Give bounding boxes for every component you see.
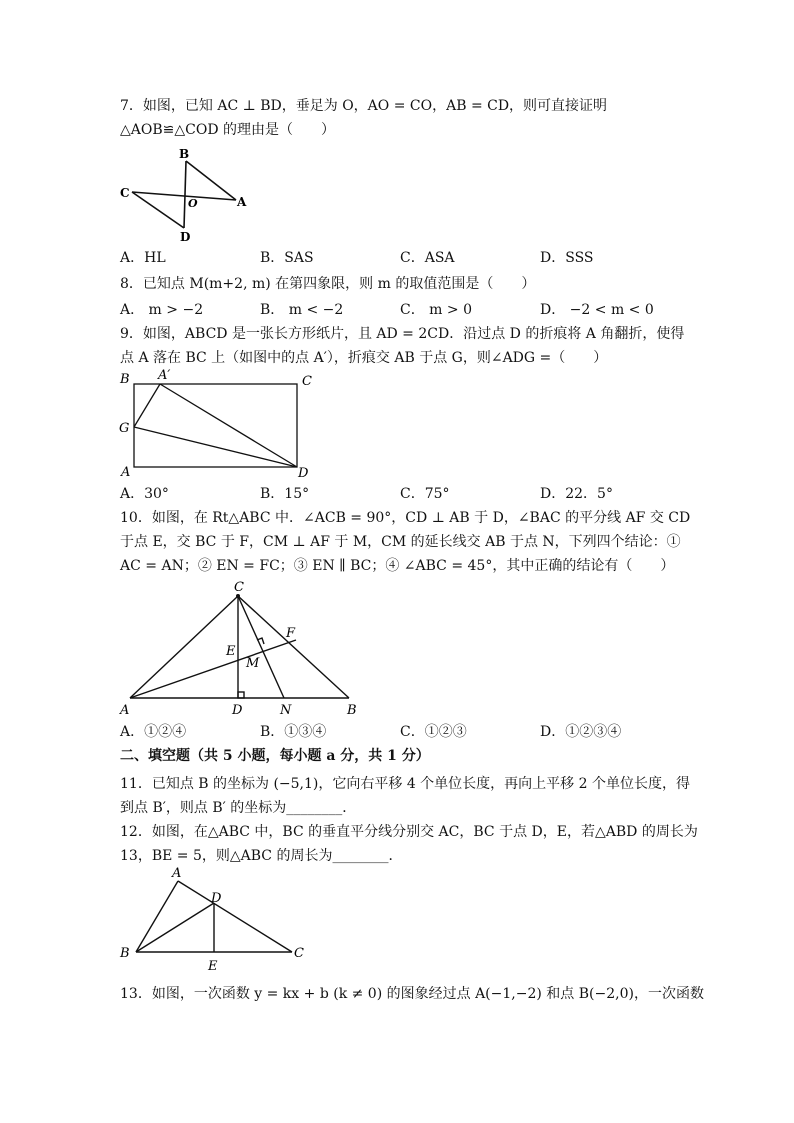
q9-line-1: 9．如图，ABCD 是一张长方形纸片，且 AD = 2CD．沿过点 D 的折痕将 A 角翻折，使得 xyxy=(120,326,685,342)
q10-option-c: C．①②③ xyxy=(400,724,467,740)
q9-option-d: D．22．5° xyxy=(540,486,613,502)
q9-figure xyxy=(116,364,326,484)
q8-line-1: 8．已知点 M(m+2, m) 在第四象限，则 m 的取值范围是（ ） xyxy=(120,276,536,292)
q8-option-d: D． −2 < m < 0 xyxy=(540,302,654,318)
q7-figure xyxy=(118,144,248,244)
q7-segment-ca xyxy=(132,192,236,200)
q12-label-e: E xyxy=(208,959,218,974)
q9-line-2: 点 A 落在 BC 上（如图中的点 A′），折痕交 AB 于点 G，则∠ADG =（ ） xyxy=(120,350,608,366)
q7-line-1: 7．如图，已知 AC ⊥ BD，垂足为 O，AO = CO，AB = CD，则可直接证明 xyxy=(120,98,608,114)
q9-label-a-prime: A′ xyxy=(158,368,171,383)
q7-option-c: C．ASA xyxy=(400,250,455,266)
q9-option-c: C．75° xyxy=(400,486,450,502)
q10-option-a: A．①②④ xyxy=(120,724,187,740)
q12-segment-ac xyxy=(178,881,292,952)
q10-line-3: AC = AN；② EN = FC；③ EN ∥ BC；④ ∠ABC = 45°，其中正确的结论有（ ） xyxy=(120,558,675,574)
q12-label-b: B xyxy=(120,946,130,961)
q7-label-d: D xyxy=(180,230,191,244)
q9-label-g: G xyxy=(119,421,130,436)
q10-label-f: F xyxy=(286,626,296,641)
q10-segment-ac xyxy=(130,596,238,698)
q12-label-c: C xyxy=(294,946,304,961)
q8-option-c: C． m > 0 xyxy=(400,302,472,318)
q12-label-a: A xyxy=(172,866,182,881)
q9-segment-a-prime-g xyxy=(134,384,160,427)
q7-line-2: △AOB≌△COD 的理由是（ ） xyxy=(120,122,336,138)
q10-label-b: B xyxy=(347,703,357,718)
q10-figure xyxy=(116,578,366,720)
q10-line-1: 10．如图，在 Rt△ABC 中．∠ACB = 90°，CD ⊥ AB 于 D，∠BAC 的平分线 AF 交 CD xyxy=(120,510,691,526)
section-2-heading: 二、填空题（共 5 小题，每小题 a 分，共 1 分） xyxy=(120,748,430,764)
q10-label-m: M xyxy=(246,656,260,671)
q9-label-b: B xyxy=(120,372,130,387)
q7-label-b: B xyxy=(179,147,190,161)
q10-label-c: C xyxy=(234,580,244,595)
q7-segment-cd xyxy=(132,192,184,228)
q10-right-angle-d xyxy=(238,692,244,698)
q10-label-e: E xyxy=(226,644,236,659)
q8-option-b: B． m < −2 xyxy=(260,302,344,318)
q10-label-n: N xyxy=(280,703,292,718)
q9-option-a: A．30° xyxy=(120,486,169,502)
q12-segment-bd xyxy=(136,903,214,952)
q7-label-a: A xyxy=(237,195,247,209)
q9-rectangle xyxy=(134,384,297,467)
q11-line-2: 到点 B′，则点 B′ 的坐标为________． xyxy=(120,800,357,816)
q11-line-1: 11．已知点 B 的坐标为 (−5,1)，它向右平移 4 个单位长度，再向上平移 2 个单位长度，得 xyxy=(120,776,690,792)
q13-line-1: 13．如图，一次函数 y = kx + b (k ≠ 0) 的图象经过点 A(−1,−2) 和点 B(−2,0)，一次函数 xyxy=(120,986,704,1002)
q10-label-a: A xyxy=(120,703,130,718)
q9-fold-line-gd xyxy=(134,427,297,467)
q7-label-c: C xyxy=(120,186,130,200)
q10-line-2: 于点 E，交 BC 于 F，CM ⊥ AF 于 M，CM 的延长线交 AB 于点 N，下列四个结论：① xyxy=(120,534,681,550)
q9-label-c: C xyxy=(302,374,312,389)
q8-option-a: A． m > −2 xyxy=(120,302,204,318)
q10-option-b: B．①③④ xyxy=(260,724,327,740)
q7-label-o: O xyxy=(188,197,198,210)
q9-option-b: B．15° xyxy=(260,486,310,502)
q9-segment-a-prime-d xyxy=(160,384,297,467)
q12-figure xyxy=(116,864,316,976)
q10-option-d: D．①②③④ xyxy=(540,724,622,740)
q7-option-a: A．HL xyxy=(120,250,166,266)
q10-segment-cb xyxy=(238,596,349,698)
q7-segment-bd xyxy=(184,161,186,228)
q7-option-b: B．SAS xyxy=(260,250,314,266)
q12-label-d: D xyxy=(211,891,222,906)
q9-label-d: D xyxy=(298,466,309,481)
q9-label-a: A xyxy=(121,465,131,480)
q7-option-d: D．SSS xyxy=(540,250,594,266)
q12-segment-ba xyxy=(136,881,178,952)
q7-segment-ab xyxy=(186,161,236,200)
q12-line-2: 13，BE = 5，则△ABC 的周长为________． xyxy=(120,848,403,864)
q10-label-d: D xyxy=(232,703,243,718)
q12-line-1: 12．如图，在△ABC 中，BC 的垂直平分线分别交 AC，BC 于点 D，E，若△ABD 的周长为 xyxy=(120,824,698,840)
